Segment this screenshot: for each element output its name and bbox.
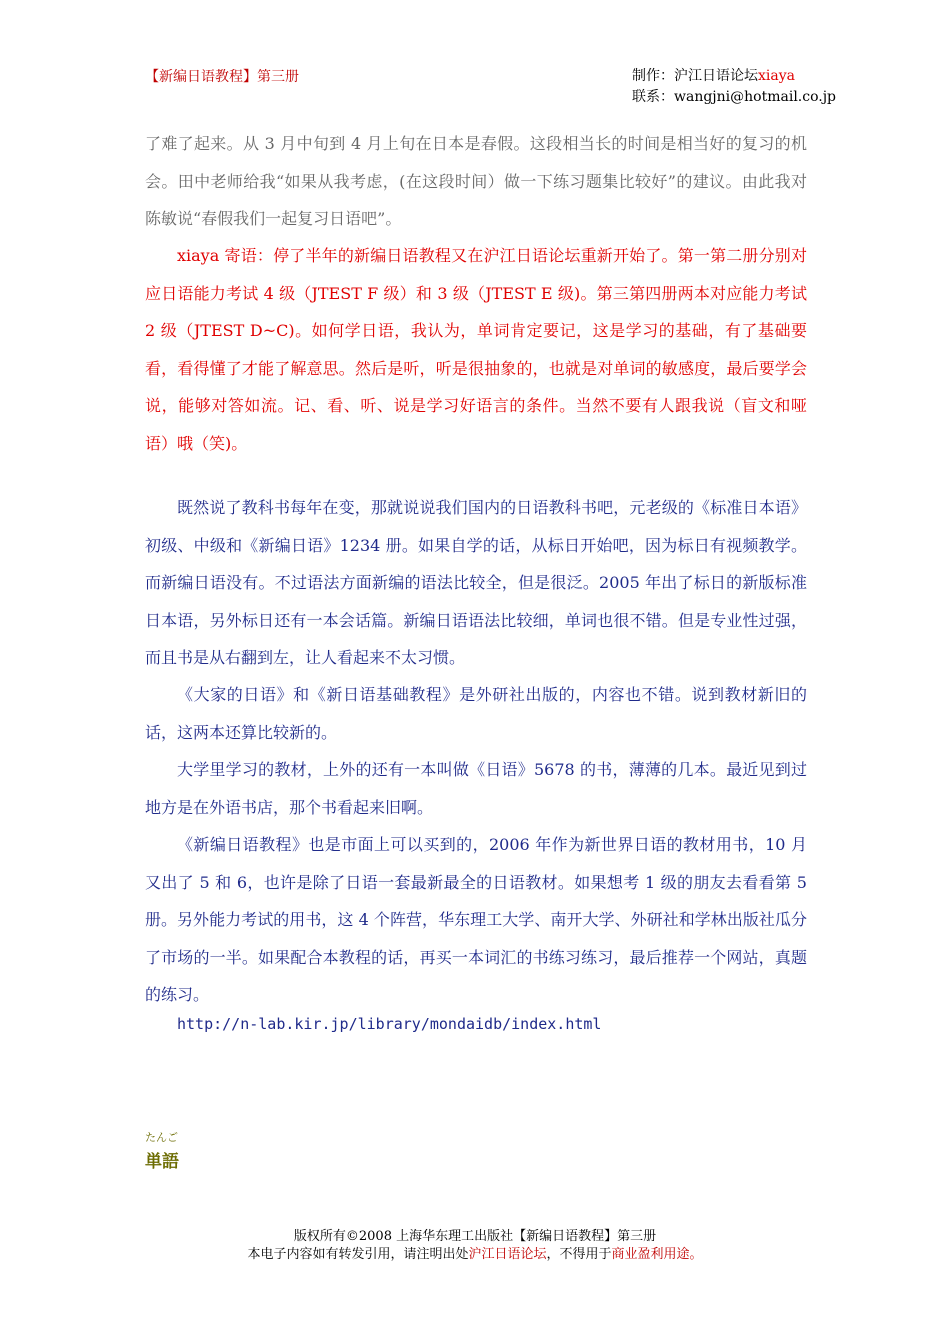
made-by-name: xiaya: [758, 68, 795, 84]
footer-notice-commercial: 商业盈利用途。: [611, 1247, 703, 1262]
intro-paragraph: 了难了起来。从 3 月中旬到 4 月上旬在日本是春假。这段相当长的时间是相当好的复习的机会。田中老师给我“如果从我考虑，(在这段时间）做一下练习题集比较好”的建议。由此我对陈敏说“春假我们一起复习日语吧”。: [145, 134, 807, 228]
page-footer: [0, 1228, 950, 1264]
xiaya-note: xiaya 寄语：停了半年的新编日语教程又在沪江日语论坛重新开始了。第一第二册分别对应日语能力考试 4 级（JTEST F 级）和 3 级（JTEST E 级)。第三第四册两本对应能力考试 2 级（JTEST D~C)。如何学日语，我认为，单词肯定要记，这是学习的基础，有了基础要看，看得懂了才能了解意思。然后是听，听是很抽象的，也就是对单词的敏感度，最后要学会说，能够对答如流。记、看、听、说是学习好语言的条件。当然不要有人跟我说（盲文和哑语）哦（笑)。: [145, 246, 807, 453]
recommended-url-link[interactable]: http://n-lab.kir.jp/library/mondaidb/index.html: [177, 1015, 602, 1033]
footer-forum-link[interactable]: 沪江日语论坛: [468, 1247, 547, 1262]
header-book-title: 【新编日语教程】第三册: [145, 69, 299, 85]
paragraph-daijia: 《大家的日语》和《新日语基础教程》是外研社出版的，内容也不错。说到教材新旧的话，这两本还算比较新的。: [145, 685, 807, 742]
vocab-ruby: たんご: [145, 1131, 178, 1144]
footer-notice-mid: ，不得用于: [546, 1247, 612, 1262]
header-contact: 联系：wangjni@hotmail.co.jp: [632, 89, 837, 105]
header-credits: [632, 66, 836, 108]
paragraph-exam-books: 另外能力考试的用书，这 4 个阵营，华东理工大学、南开大学、外研社和学林出版社瓜分了市场的一半。如果配合本教程的话，再买一本词汇的书练习练习，最后推荐一个网站，真题的练习。: [145, 910, 807, 1004]
paragraph-textbooks: 既然说了教科书每年在变，那就说说我们国内的日语教科书吧，元老级的《标准日本语》初级、中级和《新编日语》1234 册。如果自学的话，从标日开始吧，因为标日有视频教学。而新编日语没有。不过语法方面新编的语法比较全，但是很泛。2005 年出了标日的新版标准日本语，另外标日还有一本会话篇。新编日语语法比较细，单词也很不错。但是专业性过强，而且书是从右翻到左，让人看起来不太习惯。: [145, 498, 807, 667]
footer-notice-prefix: 本电子内容如有转发引用，请注明出处: [247, 1247, 469, 1262]
footer-copyright: 版权所有©2008 上海华东理工出版社【新编日语教程】第三册: [293, 1229, 657, 1244]
vocab-section-title: 単語: [145, 1152, 179, 1172]
footer-notice: [0, 1246, 950, 1264]
made-by-label: 制作：沪江日语论坛: [632, 68, 758, 84]
paragraph-xinbian: 《新编日语教程》也是市面上可以买到的，2006 年作为新世界日语的教材用书，10 月又出了 5 和 6，也许是除了日语一套最新最全的日语教材。如果想考 1 级的朋友去看看第 5 册。: [145, 835, 807, 929]
header-made-by: [632, 66, 836, 87]
paragraph-university: 大学里学习的教材，上外的还有一本叫做《日语》5678 的书，薄薄的几本。最近见到过地方是在外语书店，那个书看起来旧啊。: [145, 760, 807, 817]
